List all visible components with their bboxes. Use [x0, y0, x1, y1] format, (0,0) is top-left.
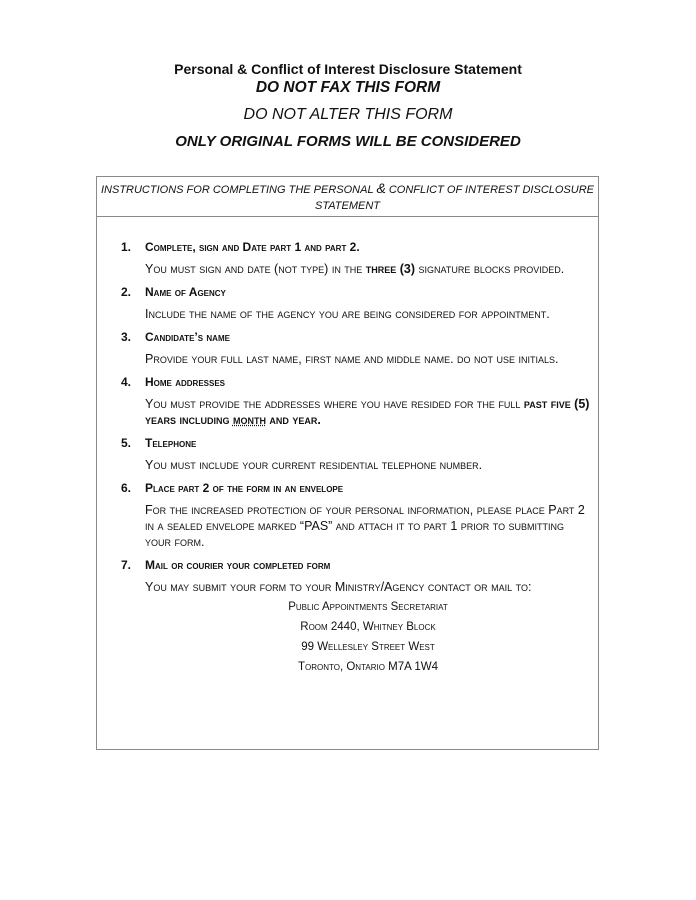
- document-title: Personal & Conflict of Interest Disclosure Statement: [174, 61, 522, 77]
- instructions-heading: [97, 177, 598, 217]
- list-item: [121, 374, 591, 428]
- item-body: [145, 396, 591, 428]
- heading-part-b: CONFLICT OF INTEREST DISCLOSURE STATEMENT: [315, 184, 594, 212]
- body-bold: past five (5) years including: [145, 397, 590, 427]
- address-line: Toronto, Ontario M7A 1W4: [297, 661, 438, 673]
- body-text: signature blocks provided.: [415, 262, 565, 276]
- item-title: Place part 2 of the form in an envelope: [145, 481, 344, 495]
- mailing-address: [145, 597, 591, 677]
- item-body: [145, 261, 591, 277]
- item-title: Candidate’s name: [145, 330, 230, 344]
- item-number: 1.: [121, 240, 132, 254]
- item-body: You may submit your form to your Ministry/Agency contact or mail to:: [145, 580, 532, 594]
- heading-ampersand: &: [376, 180, 386, 196]
- item-title: Complete, sign and Date part 1 and part 2.: [145, 240, 360, 254]
- item-number: 3.: [121, 330, 132, 344]
- item-number: 2.: [121, 285, 132, 299]
- body-bold: three (3): [365, 262, 416, 276]
- no-fax-notice: DO NOT FAX THIS FORM: [255, 79, 441, 96]
- item-body: For the increased protection of your personal information, please place Part 2 in a sealed envelope marked “PAS” and attach it to part 1 prior to submitting your form.: [145, 503, 585, 549]
- item-body: Include the name of the agency you are being considered for appointment.: [145, 307, 550, 321]
- item-body: You must include your current residential telephone number.: [145, 458, 483, 472]
- address-line: Public Appointments Secretariat: [288, 601, 448, 613]
- heading-part-a: INSTRUCTIONS FOR COMPLETING THE PERSONAL: [100, 184, 374, 196]
- item-title: Name of Agency: [145, 285, 226, 299]
- item-title: Mail or courier your completed form: [145, 558, 331, 572]
- list-item: [121, 329, 591, 367]
- item-title: Telephone: [145, 436, 197, 450]
- instructions-list: [121, 239, 591, 677]
- item-number: 4.: [121, 375, 132, 389]
- item-body: Provide your full last name, first name and middle name. do not use initials.: [145, 352, 559, 366]
- address-line: 99 Wellesley Street West: [301, 641, 435, 653]
- item-title: Home addresses: [145, 375, 226, 389]
- original-forms-notice: ONLY ORIGINAL FORMS WILL BE CONSIDERED: [175, 133, 521, 150]
- body-text: You must sign and date (not type) in the: [145, 262, 366, 276]
- body-underline: month: [232, 413, 266, 427]
- instructions-box: [96, 176, 599, 750]
- address-line: Room 2440, Whitney Block: [300, 621, 436, 633]
- list-item: [121, 284, 591, 322]
- item-number: 6.: [121, 481, 132, 495]
- list-item: [121, 239, 591, 277]
- item-number: 5.: [121, 436, 132, 450]
- document-header: [0, 61, 696, 152]
- body-bold: and year.: [265, 413, 321, 427]
- item-number: 7.: [121, 558, 132, 572]
- body-text: You must provide the addresses where you have resided for the full: [145, 397, 524, 411]
- list-item: [121, 435, 591, 473]
- list-item: [121, 480, 591, 550]
- list-item: [121, 557, 591, 595]
- no-alter-notice: DO NOT ALTER THIS FORM: [243, 106, 453, 123]
